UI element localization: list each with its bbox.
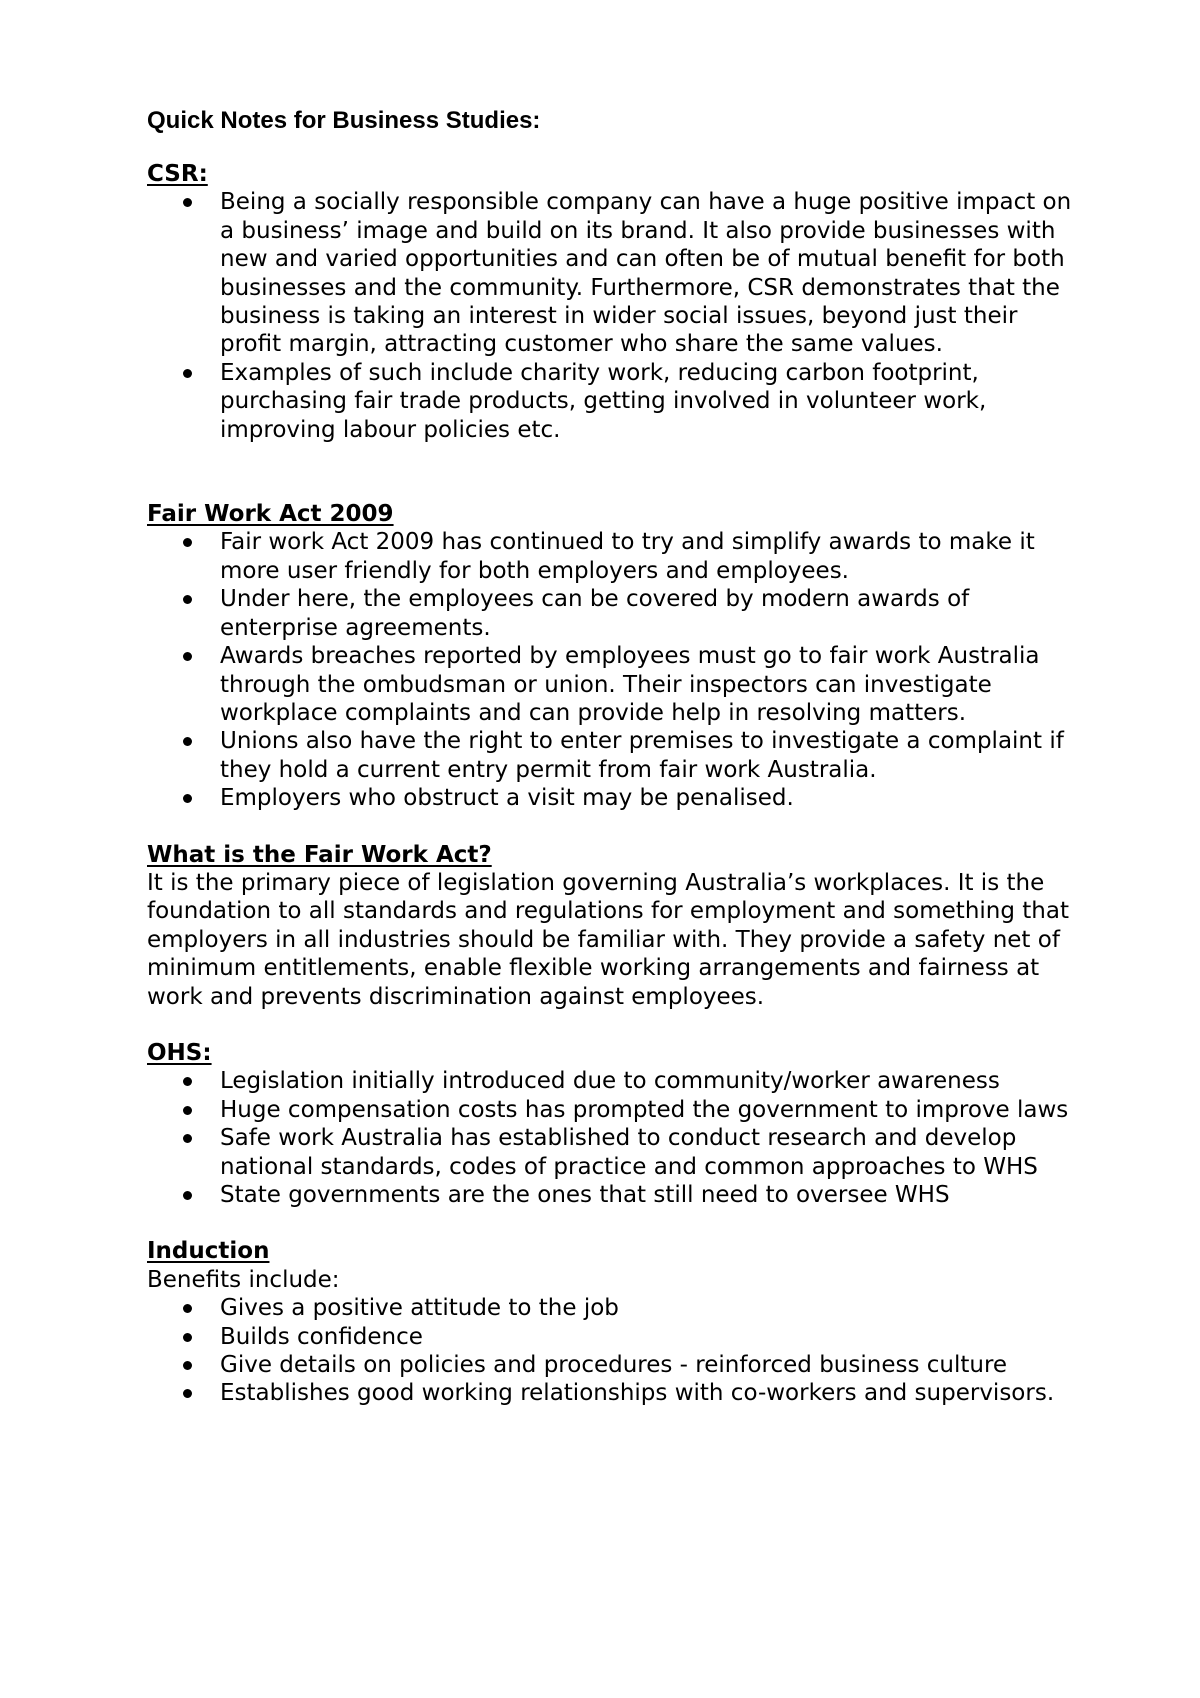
bullet-icon [183, 1106, 192, 1115]
bullet-list-ohs [147, 1067, 1077, 1209]
list-item [220, 528, 1077, 585]
document-page [147, 104, 1077, 1408]
section-induction [147, 1237, 1077, 1407]
section-heading-fair-work-act: Fair Work Act 2009 [147, 501, 394, 528]
list-item [220, 188, 1077, 358]
section-heading-csr: CSR: [147, 161, 208, 187]
bullet-icon [183, 595, 192, 604]
section-what-is-fwa [147, 841, 1077, 1011]
list-item-text: Awards breaches reported by employees must go to fair work Australia through the ombudsman or union. Their inspectors can investigate workplace complaints and can provide help in resolving matters. [220, 643, 1040, 726]
list-item-text: Gives a positive attitude to the job [220, 1295, 619, 1322]
bullet-icon [183, 1077, 192, 1086]
list-item [220, 585, 1077, 642]
bullet-icon [183, 538, 192, 547]
bullet-icon [183, 1191, 192, 1200]
list-item [220, 727, 1077, 784]
list-item-text: Builds confidence [220, 1323, 423, 1350]
list-item-text: Unions also have the right to enter premises to investigate a complaint if they hold a current entry permit from fair work Australia. [220, 728, 1064, 783]
section-heading-ohs: OHS: [147, 1039, 212, 1066]
spacer [147, 813, 1077, 841]
bullet-icon [183, 1304, 192, 1313]
list-item-text: Give details on policies and procedures - reinforced business culture [220, 1352, 1008, 1379]
bullet-icon [183, 1134, 192, 1143]
bullet-list-fair-work-act [147, 528, 1077, 812]
spacer [147, 1011, 1077, 1039]
bullet-icon [183, 1333, 192, 1342]
list-item-text: Fair work Act 2009 has continued to try and simplify awards to make it more user friendly for both employers and employees. [220, 529, 1035, 584]
section-heading-what-is-fwa: What is the Fair Work Act? [147, 841, 492, 868]
bullet-icon [183, 1361, 192, 1370]
list-item-text: Legislation initially introduced due to community/worker awareness [220, 1068, 1000, 1095]
paragraph-what-is-fwa: It is the primary piece of legislation governing Australia’s workplaces. It is the foundation to all standards and regulations for employment and something that employers in all industries should be familiar with. They provide a safety net of minimum entitlements, enable flexible working arrangements and fairness at work and prevents discrimination against employees. [147, 869, 1069, 1010]
list-item-text: Establishes good working relationships with co-workers and supervisors. [220, 1380, 1055, 1407]
list-item [220, 1294, 1077, 1322]
list-item [220, 784, 1077, 812]
list-item [220, 642, 1077, 727]
list-item [220, 1067, 1077, 1095]
list-item [220, 359, 1077, 444]
section-ohs [147, 1039, 1077, 1209]
list-item-text: Examples of such include charity work, reducing carbon footprint, purchasing fair trade products, getting involved in volunteer work, improving labour policies etc. [220, 359, 987, 443]
list-item [220, 1181, 1077, 1209]
bullet-icon [183, 794, 192, 803]
spacer [147, 444, 1077, 500]
section-heading-induction: Induction [147, 1238, 270, 1265]
section-fair-work-act [147, 500, 1077, 812]
list-item [220, 1351, 1077, 1379]
bullet-icon [183, 737, 192, 746]
bullet-icon [183, 198, 192, 207]
bullet-list-csr [147, 188, 1077, 444]
induction-intro: Benefits include: [147, 1266, 340, 1293]
list-item-text: Huge compensation costs has prompted the government to improve laws [220, 1096, 1069, 1123]
bullet-icon [183, 369, 192, 378]
list-item-text: Employers who obstruct a visit may be penalised. [220, 785, 794, 812]
list-item [220, 1323, 1077, 1351]
bullet-icon [183, 652, 192, 661]
list-item [220, 1379, 1077, 1407]
list-item [220, 1124, 1077, 1181]
list-item-text: Being a socially responsible company can have a huge positive impact on a business’ image and build on its brand. It also provide businesses with new and varied opportunities and can often be of mutual benefit for both businesses and the community. Furthermore, CSR demonstrates that the business is taking an interest in wider social issues, beyond just their profit margin, attracting customer who share the same values. [220, 189, 1072, 358]
bullet-list-induction [147, 1294, 1077, 1408]
section-csr [147, 160, 1077, 444]
list-item [220, 1096, 1077, 1124]
list-item-text: Under here, the employees can be covered by modern awards of enterprise agreements. [220, 586, 970, 641]
document-title: Quick Notes for Business Studies: [147, 107, 541, 134]
spacer [147, 1209, 1077, 1237]
bullet-icon [183, 1389, 192, 1398]
list-item-text: Safe work Australia has established to conduct research and develop national standards, codes of practice and common approaches to WHS [220, 1125, 1038, 1180]
list-item-text: State governments are the ones that still need to oversee WHS [220, 1182, 950, 1208]
